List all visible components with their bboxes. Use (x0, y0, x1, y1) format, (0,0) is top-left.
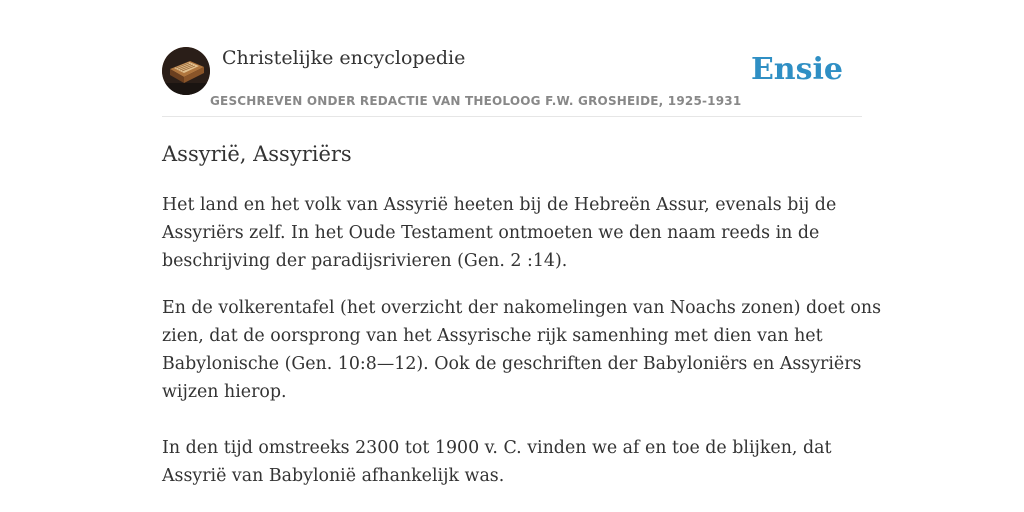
article (162, 139, 882, 490)
site-header (162, 46, 862, 117)
site-title[interactable]: Christelijke encyclopedie (222, 47, 466, 69)
ensie-logo[interactable]: Ensie (750, 52, 843, 87)
site-subtitle: GESCHREVEN ONDER REDACTIE VAN THEOLOOG F.W. GROSHEIDE, 1925-1931 (210, 94, 742, 108)
paragraph-line: En de volkerentafel (het overzicht der nakomelingen van Noachs zonen) doet ons (162, 298, 882, 318)
paragraph-line: wijzen hierop. (162, 382, 287, 402)
paragraph-line: In den tijd omstreeks 2300 tot 1900 v. C. vinden we af en toe de blijken, dat (162, 438, 832, 458)
paragraph-1 (162, 191, 868, 275)
paragraph-3 (162, 434, 868, 490)
paragraph-line: Het land en het volk van Assyrië heeten bij de Hebreën Assur, evenals bij de (162, 195, 837, 215)
paragraph-line: Babylonische (Gen. 10:8—12). Ook de geschriften der Babyloniërs en Assyriërs (162, 354, 862, 374)
paragraph-2 (162, 294, 882, 406)
paragraph-line: Assyriërs zelf. In het Oude Testament ontmoeten we den naam reeds in de (162, 223, 820, 243)
paragraph-line: zien, dat de oorsprong van het Assyrische rijk samenhing met dien van het (162, 326, 823, 346)
book-icon[interactable] (162, 47, 210, 95)
paragraph-line: beschrijving der paradijsrivieren (Gen. 2 :14). (162, 251, 568, 271)
paragraph-line: Assyrië van Babylonië afhankelijk was. (162, 466, 505, 486)
article-title: Assyrië, Assyriërs (162, 142, 352, 166)
